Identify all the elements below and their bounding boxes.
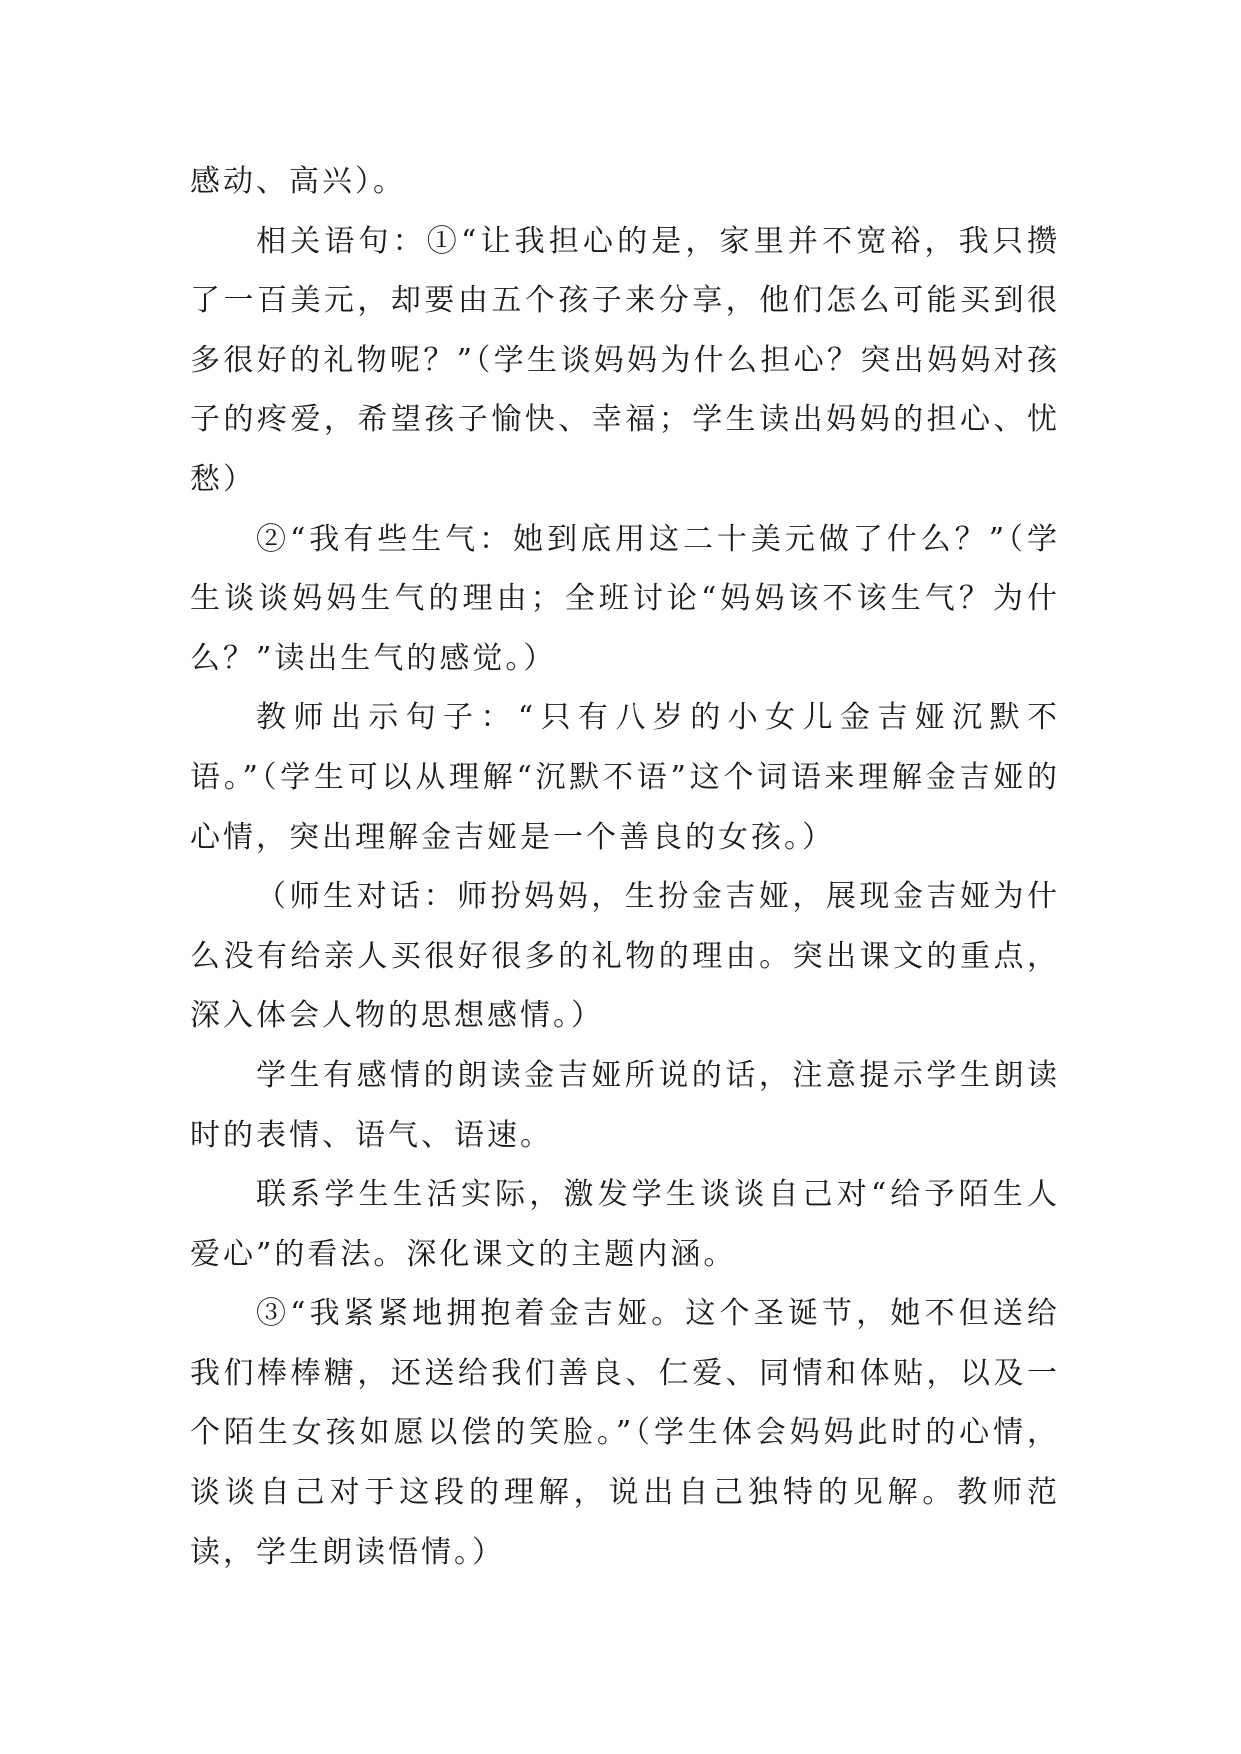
paragraph-related-sentence-2: ②“我有些生气：她到底用这二十美元做了什么？”（学生谈谈妈妈生气的理由；全班讨论“妈妈该不该生气？为什么？”读出生气的感觉。） (190, 521, 1060, 676)
paragraph-related-sentence-3: ③“我紧紧地拥抱着金吉娅。这个圣诞节，她不但送给我们棒棒糖，还送给我们善良、仁爱、同情和体贴，以及一个陌生女孩如愿以偿的笑脸。”（学生体会妈妈此时的心情，谈谈自己对于这段的理解，说出自己独特的见解。教师范读，学生朗读悟情。） (190, 1296, 1060, 1570)
paragraph-dialogue: （师生对话：师扮妈妈，生扮金吉娅，展现金吉娅为什么没有给亲人买很好很多的礼物的理由。突出课文的重点，深入体会人物的思想感情。） (190, 879, 1060, 1034)
paragraph-life-connection: 联系学生生活实际，激发学生谈谈自己对“给予陌生人爱心”的看法。深化课文的主题内涵。 (190, 1177, 1060, 1272)
paragraph-related-sentence-1: 相关语句：①“让我担心的是，家里并不宽裕，我只攒了一百美元，却要由五个孩子来分享，他们怎么可能买到很多很好的礼物呢？”（学生谈妈妈为什么担心？突出妈妈对孩子的疼爱，希望孩子愉快、幸福；学生读出妈妈的担心、忧愁） (190, 223, 1060, 497)
paragraph-reading: 学生有感情的朗读金吉娅所说的话，注意提示学生朗读时的表情、语气、语速。 (190, 1057, 1060, 1153)
paragraph-continuation: 感动、高兴）。 (190, 164, 406, 199)
document-body (190, 152, 1060, 1582)
paragraph-teacher-sentence: 教师出示句子：“只有八岁的小女儿金吉娅沉默不语。”（学生可以从理解“沉默不语”这个词语来理解金吉娅的心情，突出理解金吉娅是一个善良的女孩。） (190, 700, 1060, 855)
